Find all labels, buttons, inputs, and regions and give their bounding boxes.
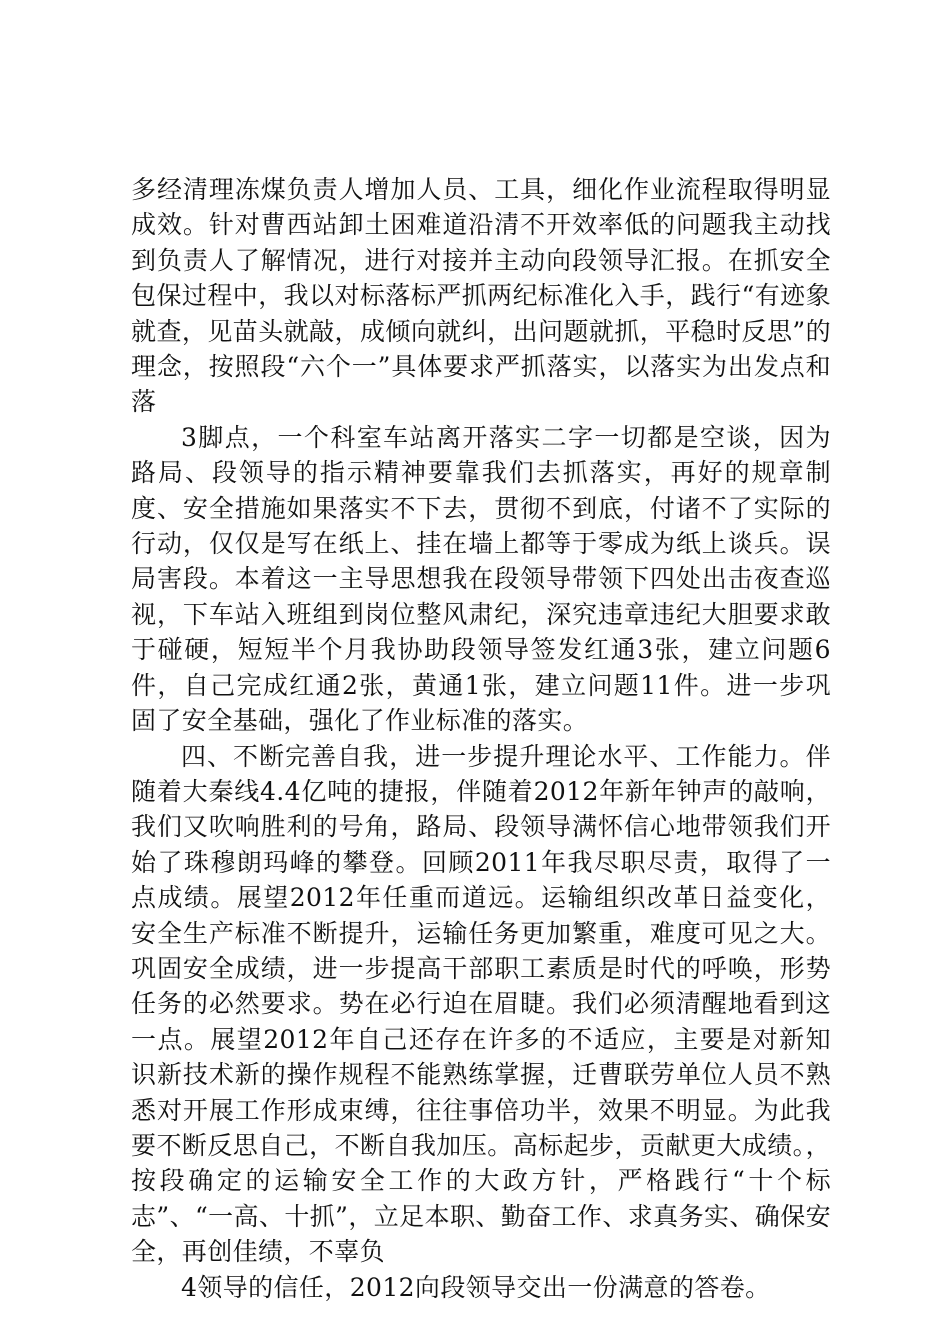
paragraph-2: 3脚点，一个科室车站离开落实二字一切都是空谈，因为路局、段领导的指示精神要靠我们去抓落实，再好的规章制度、安全措施如果落实不下去，贯彻不到底，付诸不了实际的行动，仅仅是写在纸上、挂在墙上都等于零成为纸上谈兵。误局害段。本着这一主导思想我在段领导带领下四处出击夜查巡视，下车站入班组到岗位整风肃纪，深究违章违纪大胆要求敢于碰硬，短短半个月我协助段领导签发红通3张，建立问题6件，自己完成红通2张，黄通1张，建立问题11件。进一步巩固了安全基础，强化了作业标准的落实。 (131, 422, 831, 736)
paragraph-4: 4领导的信任，2012向段领导交出一份满意的答卷。 (181, 1272, 771, 1302)
paragraph-1: 多经清理冻煤负责人增加人员、工具，细化作业流程取得明显成效。针对曹西站卸土困难道沿清不开效率低的问题我主动找到负责人了解情况，进行对接并主动向段领导汇报。在抓安全包保过程中，我以对标落标严抓两纪标准化入手，践行“有迹象就查，见苗头就敲，成倾向就纠，出问题就抓，平稳时反思”的理念，按照段“六个一”具体要求严抓落实，以落实为出发点和落 (131, 175, 831, 417)
document-body (131, 172, 831, 1305)
paragraph-3: 四、不断完善自我，进一步提升理论水平、工作能力。伴随着大秦线4.4亿吨的捷报，伴随着2012年新年钟声的敲响，我们又吹响胜利的号角，路局、段领导满怀信心地带领我们开始了珠穆朗玛峰的攀登。回顾2011年我尽职尽责，取得了一点成绩。展望2012年任重而道远。运输组织改革日益变化，安全生产标准不断提升，运输任务更加繁重，难度可见之大。巩固安全成绩，进一步提高干部职工素质是时代的呼唤，形势任务的必然要求。势在必行迫在眉睫。我们必须清醒地看到这一点。展望2012年自己还存在许多的不适应，主要是对新知识新技术新的操作规程不能熟练掌握，迁曹联劳单位人员不熟悉对开展工作形成束缚，往往事倍功半，效果不明显。为此我要不断反思自己，不断自我加压。高标起步，贡献更大成绩。，按段确定的运输安全工作的大政方针，严格践行“十个标志”、“一高、十抓”，立足本职、勤奋工作、求真务实、确保安全，再创佳绩，不辜负 (131, 741, 831, 1267)
